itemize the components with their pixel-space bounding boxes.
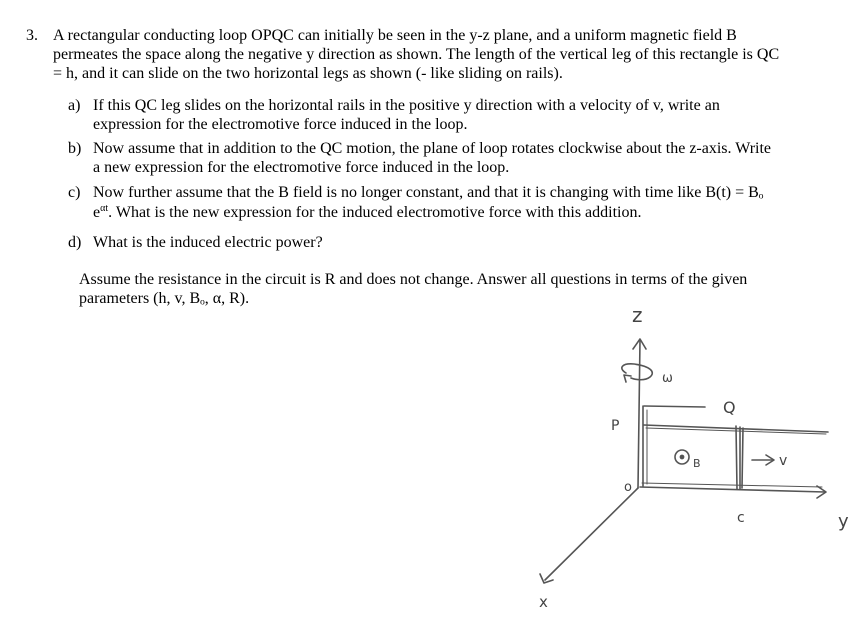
label-c: c xyxy=(737,510,745,526)
part-c-line-2-text: . What is the new expression for the induced electromotive force with this addition. xyxy=(108,204,642,221)
label-v: v xyxy=(779,453,788,469)
sliding-leg-qc-3 xyxy=(742,428,743,488)
label-o: o xyxy=(624,480,632,495)
label-b: B xyxy=(693,457,701,470)
part-c-line-1: Now further assume that the B field is no longer constant, and that it is changing with time like B(t) = Bₒ xyxy=(93,184,764,201)
part-b-line-1: Now assume that in addition to the QC motion, the plane of loop rotates clockwise about the z-axis. Write xyxy=(93,140,772,157)
part-a-label: a) xyxy=(68,97,81,114)
sliding-leg-qc xyxy=(736,426,737,489)
label-p: P xyxy=(611,418,620,434)
assumption-line-1: Assume the resistance in the circuit is R and does not change. Answer all questions in terms of the given xyxy=(79,271,748,288)
omega-arrowhead xyxy=(624,375,631,382)
part-b-label: b) xyxy=(68,140,82,157)
problem-number: 3. xyxy=(26,27,38,44)
assumption-line-2: parameters (h, v, Bₒ, α, R). xyxy=(79,290,250,307)
part-d-line-1: What is the induced electric power? xyxy=(93,234,323,251)
part-d-label: d) xyxy=(68,234,82,251)
z-axis xyxy=(638,340,640,488)
label-x: x xyxy=(539,593,548,611)
bottom-rail-inner xyxy=(642,483,822,487)
part-b-line-2: a new expression for the electromotive force induced in the loop. xyxy=(93,159,510,176)
part-c-label: c) xyxy=(68,184,81,201)
bottom-rail xyxy=(640,487,825,492)
intro-line-3: = h, and it can slide on the two horizontal legs as shown (- like sliding on rails). xyxy=(53,65,563,82)
omega-curl xyxy=(622,364,652,380)
label-q: Q xyxy=(723,398,736,417)
label-omega: ω xyxy=(662,371,673,386)
part-c-exp-power: αt xyxy=(100,203,109,214)
label-y: y xyxy=(838,511,849,532)
part-a-line-1: If this QC leg slides on the horizontal rails in the positive y direction with a velocity of v, write an xyxy=(93,97,720,114)
intro-line-2: permeates the space along the negative y direction as shown. The length of the vertical leg of this rectangle is QC xyxy=(53,46,780,63)
intro-line-1: A rectangular conducting loop OPQC can initially be seen in the y-z plane, and a uniform magnetic field B xyxy=(53,27,737,44)
segment-pq xyxy=(644,406,705,407)
part-c-exp-base: e xyxy=(93,204,101,221)
b-field-dot xyxy=(680,455,683,458)
label-z: z xyxy=(632,303,643,327)
x-axis xyxy=(545,488,638,580)
part-a-line-2: expression for the electromotive force induced in the loop. xyxy=(93,116,468,133)
